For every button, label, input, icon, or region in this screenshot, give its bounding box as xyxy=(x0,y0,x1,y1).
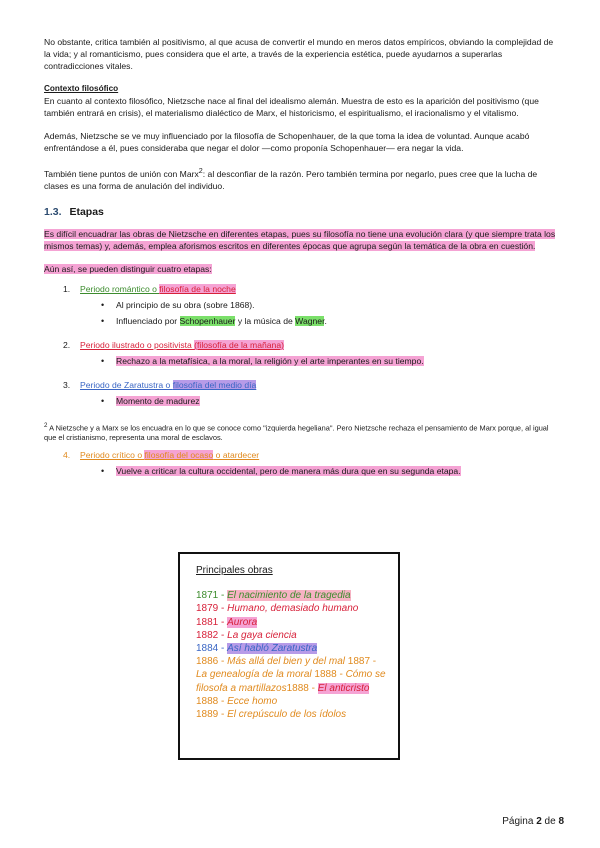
stage-1 xyxy=(44,283,556,295)
stage-alias: filosofía del medio día xyxy=(172,379,257,390)
stage-2 xyxy=(44,339,556,351)
current-page-number: 2 xyxy=(536,816,542,827)
bullet-text: y la música de xyxy=(235,315,296,326)
obra-year: 1887 - xyxy=(344,656,377,668)
footer-label: Página xyxy=(502,816,537,827)
stage-alias: (filosofía de la mañana) xyxy=(194,339,284,350)
obras-title: Principales obras xyxy=(196,565,273,576)
bullet-highlight: Schopenhauer xyxy=(179,315,236,326)
footnote-ref[interactable]: 2 xyxy=(198,167,203,175)
contexto-paragraph-1: En cuanto al contexto filosófico, Nietzsche nace al final del idealismo alemán. Muestra de esto es la aparición del positivismo (que también entrará en crisis), el materialismo dialéctico de Marx, el historicismo, el espiritualismo, el iracionalismo y el vitalismo. xyxy=(44,96,539,118)
p3-text-b: : al desconfiar de la razón. Pero también termina por negarlo, pues cree que la lucha de clases es una forma de anulación del individuo. xyxy=(44,168,538,191)
section-lead xyxy=(44,263,556,275)
obra-title: Aurora xyxy=(227,616,258,628)
stage-alias-tail: o atardecer xyxy=(213,450,260,461)
stage-3-bullet-1 xyxy=(44,395,556,407)
obra-year: 1888 - xyxy=(286,682,318,694)
obra-title: La genealogía de la moral xyxy=(196,669,312,681)
page-footer xyxy=(502,816,564,827)
stage-alias: filosofía de la noche xyxy=(159,283,236,294)
obra-year: 1871 - xyxy=(196,590,228,602)
bullet-icon: • xyxy=(101,299,105,310)
stage-name: Periodo crítico o xyxy=(80,450,145,461)
obra-year: 1889 - xyxy=(196,709,228,721)
bullet-highlight: Wagner xyxy=(295,315,325,326)
footer-label: de xyxy=(541,816,559,827)
bullet-text: Al principio de su obra (sobre 1868). xyxy=(116,299,255,310)
total-pages-number: 8 xyxy=(558,816,564,827)
stage-name: Periodo ilustrado o positivista xyxy=(80,339,195,350)
intro-paragraph: No obstante, critica también al positivismo, al que acusa de convertir el mundo en meros datos empíricos, obviando la complejidad de la vida; y al romanticismo, pues considera que el arte, a través de la experiencia estética, puede ayudarnos a superarlas contradicciones vitales. xyxy=(44,37,554,71)
obra-title: Así habló Zaratustra xyxy=(227,643,318,655)
section-intro xyxy=(44,228,556,252)
stage-3 xyxy=(44,379,556,391)
stage-number: 3. xyxy=(63,379,71,390)
obra-year: 1884 - xyxy=(196,643,228,655)
obra-1884 xyxy=(196,642,386,655)
obra-title: Cómo se filosofa a martillazos xyxy=(196,669,386,694)
stage-2-bullet-1 xyxy=(44,355,556,367)
stage-number: 4. xyxy=(63,450,71,461)
stage-name: Periodo romántico o xyxy=(80,283,160,294)
obra-year: 1882 - xyxy=(196,629,228,641)
obra-title: El crepúsculo de los ídolos xyxy=(227,709,347,721)
stage-1-bullet-2 xyxy=(44,315,556,327)
obra-1871 xyxy=(196,589,386,602)
obra-year: 1886 - xyxy=(196,656,228,668)
obra-title: El nacimiento de la tragedia xyxy=(227,590,351,602)
stage-4 xyxy=(44,449,556,461)
bullet-text: . xyxy=(324,315,327,326)
stage-name: Periodo de Zaratustra o xyxy=(80,379,173,390)
section-lead-text: Aún así, se pueden distinguir cuatro etapas: xyxy=(44,263,212,274)
obras-box xyxy=(178,552,400,760)
obra-title: Más allá del bien y del mal xyxy=(227,656,345,668)
bullet-text: Momento de madurez xyxy=(116,395,200,406)
obra-1886-group xyxy=(196,655,386,695)
footnote xyxy=(44,421,556,443)
bullet-text: Rechazo a la metafísica, a la moral, la religión y el arte imperantes en su tiempo. xyxy=(116,355,424,366)
obra-title: La gaya ciencia xyxy=(227,629,297,641)
section-title: Etapas xyxy=(69,205,104,218)
p3-text-a: También tiene puntos de unión con Marx xyxy=(44,168,199,179)
obra-1889 xyxy=(196,708,386,721)
bullet-text: Vuelve a criticar la cultura occidental, pero de manera más dura que en su segunda etapa. xyxy=(116,466,461,477)
obra-1879 xyxy=(196,602,386,615)
stage-4-bullet-1 xyxy=(44,465,556,477)
obra-year: 1888 - xyxy=(311,669,346,681)
obra-title: El anticristo xyxy=(317,682,370,694)
section-heading xyxy=(44,206,556,218)
stage-number: 1. xyxy=(63,283,71,294)
bullet-icon: • xyxy=(101,315,105,326)
obra-title: Ecce homo xyxy=(227,695,278,707)
footnote-text: A Nietzsche y a Marx se los encuadra en lo que se conoce como "izquierda hegeliana". Pero Nietzsche rechaza el pensamiento de Marx porque, al igual que el cristianismo, representa una moral de esclavos. xyxy=(44,423,549,443)
contexto-paragraph-2: Además, Nietzsche se ve muy influenciado por la filosofía de Schopenhauer, de la que toma la idea de voluntad. Aunque acabó enfrentándose a él, pues consideraba que negar el dolor —como proponía Schopenhauer— era negar la vida. xyxy=(44,131,530,153)
stages-list xyxy=(44,283,556,407)
contexto-heading: Contexto filosófico xyxy=(44,84,119,93)
obra-year: 1879 - xyxy=(196,603,228,615)
obra-year: 1881 - xyxy=(196,616,228,628)
bullet-icon: • xyxy=(101,466,105,477)
section-number: 1.3. xyxy=(44,205,62,218)
stages-list-continued xyxy=(44,449,556,477)
obra-title: Humano, demasiado humano xyxy=(227,603,359,615)
document-page xyxy=(44,36,556,477)
bullet-icon: • xyxy=(101,355,105,366)
obra-1888 xyxy=(196,695,386,708)
obra-1881 xyxy=(196,616,386,629)
footnote-mark: 2 xyxy=(44,421,48,429)
obra-1882 xyxy=(196,629,386,642)
contexto-paragraph-3 xyxy=(44,165,556,192)
bullet-icon: • xyxy=(101,395,105,406)
section-intro-text: Es difícil encuadrar las obras de Nietzsche en diferentes etapas, pues su filosofía no tiene una evolución clara (y que siempre trata los mismos temas) y, además, emplea aforismos escritos en diferentes épocas que agrupa según la temática de la obra en cuestión. xyxy=(44,228,556,251)
stage-alias: filosofía del ocaso xyxy=(144,450,214,461)
obra-year: 1888 - xyxy=(196,695,228,707)
bullet-text: Influenciado por xyxy=(116,315,180,326)
stage-number: 2. xyxy=(63,339,71,350)
stage-1-bullet-1 xyxy=(44,299,556,311)
